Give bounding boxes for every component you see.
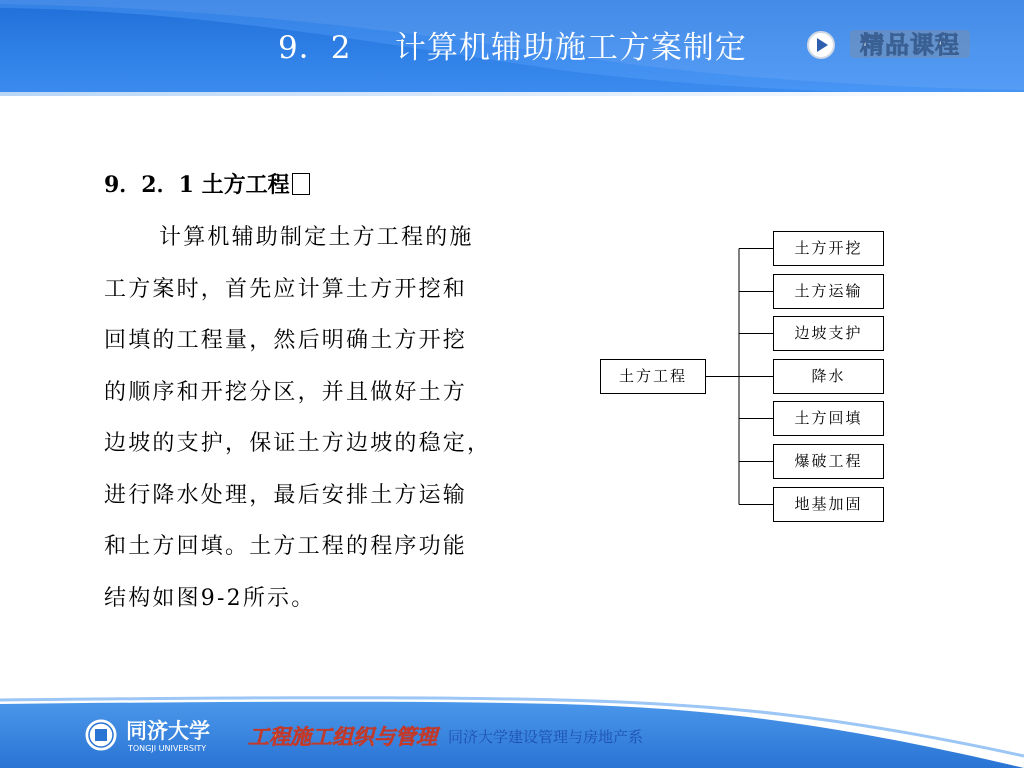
play-circle-icon xyxy=(806,30,836,60)
diagram-root-node: 土方工程 xyxy=(600,359,706,394)
placeholder-box-icon xyxy=(292,173,310,195)
svg-text:工程施工组织与管理: 工程施工组织与管理 xyxy=(248,725,437,749)
paragraph-line: 的顺序和开挖分区，并且做好土方 xyxy=(104,379,468,405)
diagram-child-node: 土方开挖 xyxy=(773,231,884,266)
diagram-child-node: 土方回填 xyxy=(773,401,884,436)
section-heading xyxy=(104,170,310,200)
course-name-logo xyxy=(246,720,446,752)
header-underline xyxy=(0,92,1024,96)
department-name: 同济大学建设管理与房地产系 xyxy=(448,728,644,746)
svg-text:同济大学: 同济大学 xyxy=(126,718,210,743)
slide-title: 9．2 计算机辅助施工方案制定 xyxy=(278,30,747,66)
diagram-child-node: 降水 xyxy=(773,359,884,394)
slide-header xyxy=(0,0,1024,96)
paragraph-line: 计算机辅助制定土方工程的施 xyxy=(159,225,474,250)
paragraph-line: 和土方回填。土方工程的程序功能 xyxy=(104,534,468,559)
diagram-child-node: 爆破工程 xyxy=(773,444,884,479)
quality-course-logo xyxy=(848,26,972,62)
university-name-logo xyxy=(124,716,226,754)
body-paragraph xyxy=(104,222,544,634)
paragraph-line: 结构如图9-2所示。 xyxy=(104,585,316,611)
paragraph-line: 进行降水处理，最后安排土方运输 xyxy=(104,482,468,508)
paragraph-line: 回填的工程量，然后明确土方开挖 xyxy=(104,328,468,353)
slide-footer xyxy=(0,690,1024,768)
svg-text:TONGJI UNIVERSITY: TONGJI UNIVERSITY xyxy=(128,744,207,753)
section-heading-text: 9．2．1 土方工程 xyxy=(104,172,290,198)
diagram-child-node: 地基加固 xyxy=(773,487,884,522)
paragraph-line: 边坡的支护，保证土方边坡的稳定， xyxy=(104,431,492,456)
university-seal-icon xyxy=(84,718,118,752)
diagram-child-node: 边坡支护 xyxy=(773,316,884,351)
paragraph-line: 工方案时，首先应计算土方开挖和 xyxy=(104,276,468,302)
svg-text:精品课程: 精品课程 xyxy=(860,31,960,59)
diagram-child-node: 土方运输 xyxy=(773,274,884,309)
